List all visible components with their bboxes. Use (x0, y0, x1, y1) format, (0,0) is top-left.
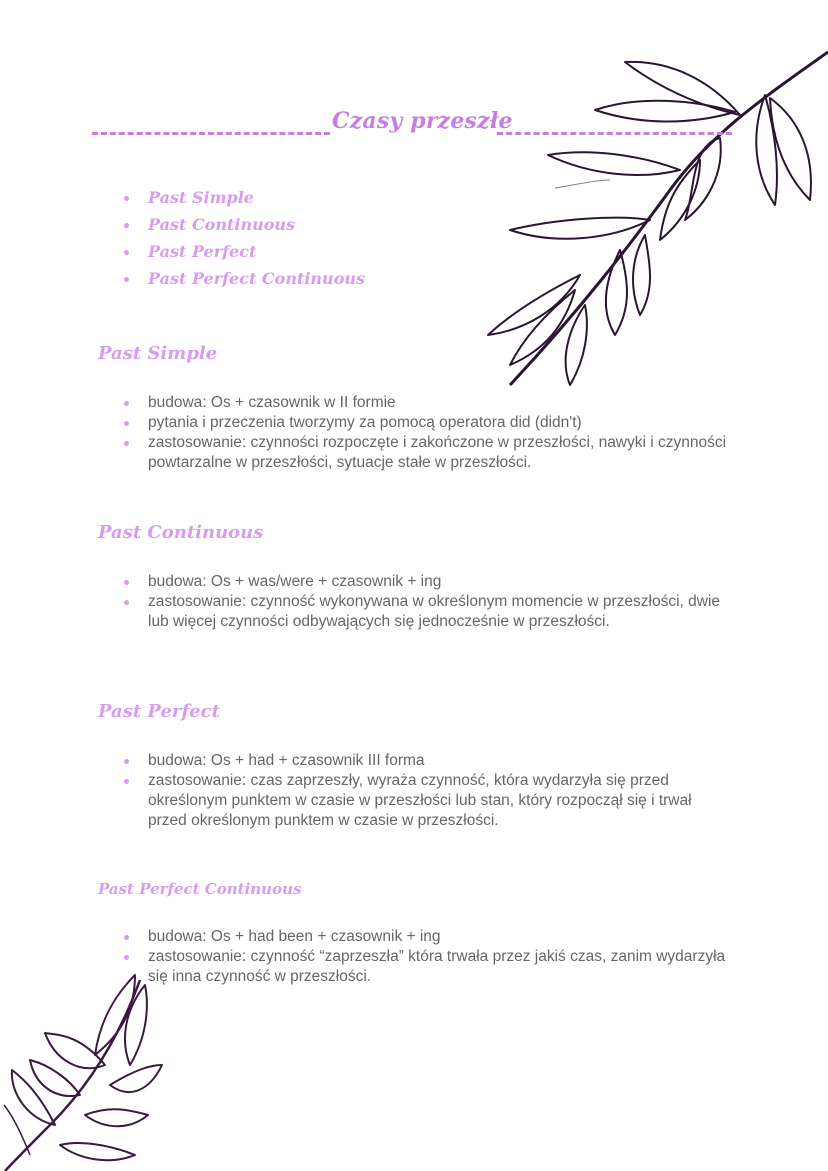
section-list-item: pytania i przeczenia tworzymy za pomocą operatora did (didn't) (122, 413, 732, 433)
section-list-item: zastosowanie: czynność wykonywana w określonym momencie w przeszłości, dwie lub więcej czynności odbywających się jednocześnie w przeszłości. (122, 592, 732, 632)
section-list-past-continuous (122, 572, 732, 632)
title-dash-left (92, 132, 330, 135)
section-list-item: budowa: Os + was/were + czasownik + ing (122, 572, 732, 592)
section-heading-past-simple: Past Simple (98, 343, 218, 364)
title-row (92, 104, 732, 144)
leaf-branch-decoration-bottom (0, 965, 175, 1171)
tense-list-item: Past Perfect (122, 238, 365, 265)
page-title: Czasy przeszłe (332, 108, 513, 134)
section-list-item: zastosowanie: czynność “zaprzeszła” która trwała przez jakiś czas, zanim wydarzyła się inna czynność w przeszłości. (122, 947, 732, 987)
section-list-item: zastosowanie: czas zaprzeszły, wyraża czynność, która wydarzyła się przed określonym punktem w czasie w przeszłości lub stan, który rozpoczął się i trwał przed określonym punktem w czasie w przeszłości. (122, 771, 732, 831)
section-list-item: budowa: Os + czasownik w II formie (122, 393, 732, 413)
section-list-past-simple (122, 393, 732, 473)
section-list-item: budowa: Os + had been + czasownik + ing (122, 927, 732, 947)
section-list-item: budowa: Os + had + czasownik III forma (122, 751, 732, 771)
tense-list-item: Past Continuous (122, 211, 365, 238)
title-dash-right (497, 132, 732, 135)
tense-list-item: Past Perfect Continuous (122, 265, 365, 292)
section-heading-past-continuous: Past Continuous (98, 522, 264, 543)
tense-list-item: Past Simple (122, 184, 365, 211)
section-heading-past-perfect: Past Perfect (98, 701, 220, 722)
section-list-item: zastosowanie: czynności rozpoczęte i zakończone w przeszłości, nawyki i czynności powtarzalne w przeszłości, sytuacje stałe w przeszłości. (122, 433, 732, 473)
section-list-past-perfect-continuous (122, 927, 732, 987)
tense-list (122, 184, 365, 292)
leaf-branch-decoration-top (480, 40, 828, 390)
section-heading-past-perfect-continuous: Past Perfect Continuous (98, 880, 302, 898)
section-list-past-perfect (122, 751, 732, 831)
